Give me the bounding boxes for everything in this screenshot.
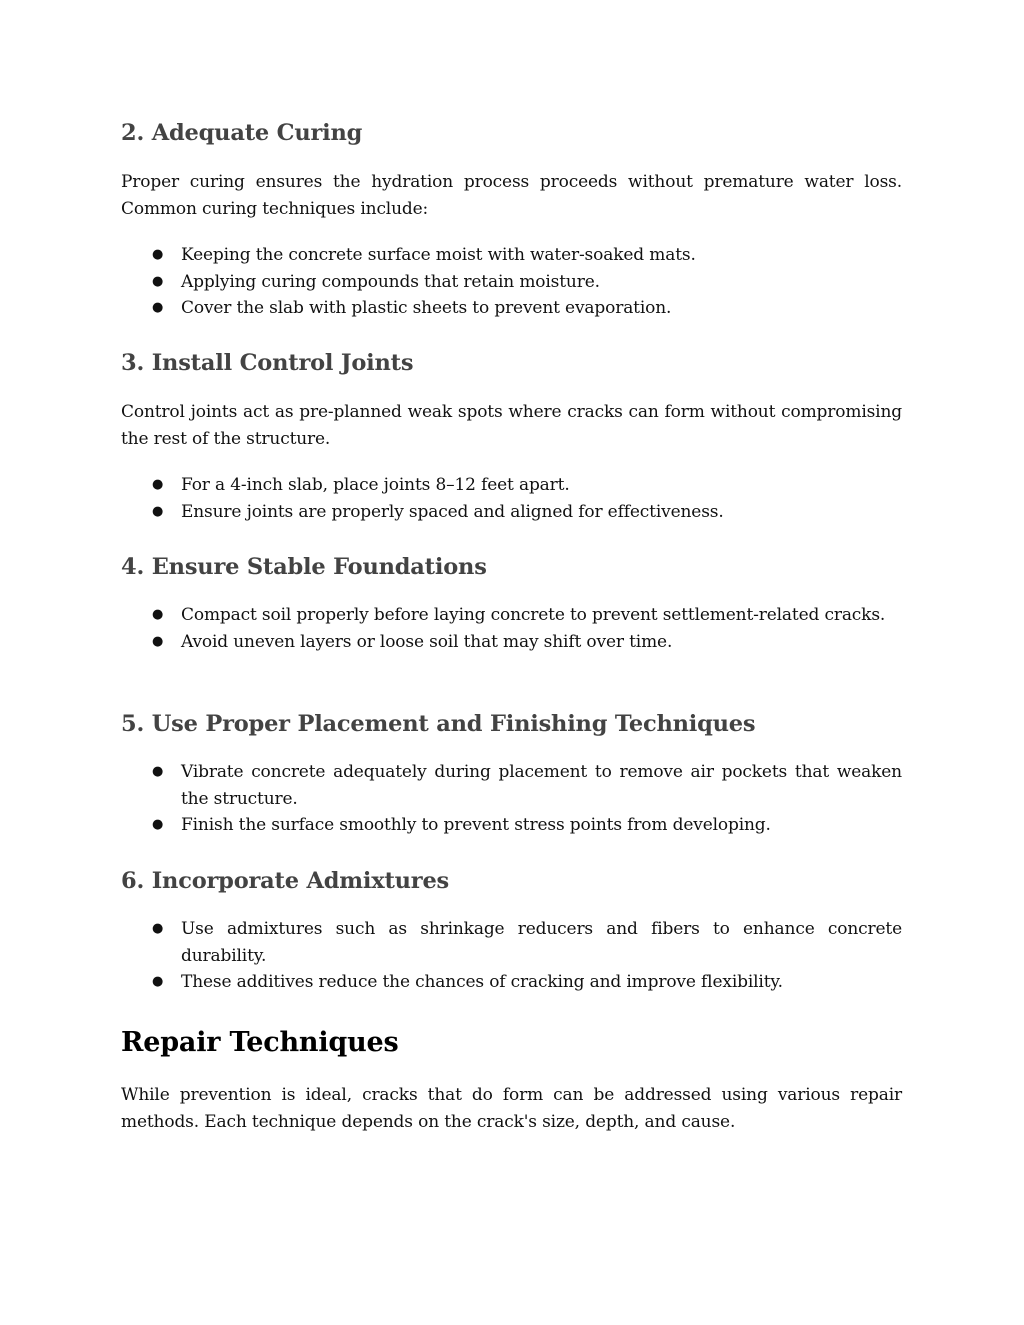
bullet-list <box>121 472 902 525</box>
bullet-icon: ● <box>152 477 164 492</box>
bullet-icon: ● <box>152 817 164 832</box>
list-item: ● For a 4-inch slab, place joints 8–12 feet apart. <box>121 472 902 499</box>
list-item: ● Keeping the concrete surface moist with water-soaked mats. <box>121 242 902 269</box>
bullet-icon: ● <box>152 247 164 262</box>
section-paragraph: While prevention is ideal, cracks that do form can be addressed using various repair methods. Each technique depends on the crack's size, depth, and cause. <box>121 1085 902 1132</box>
section-control-joints <box>121 348 902 525</box>
list-item: ● Finish the surface smoothly to prevent stress points from developing. <box>121 812 902 839</box>
section-stable-foundations <box>121 552 902 655</box>
bullet-icon: ● <box>152 764 164 779</box>
bullet-icon: ● <box>152 273 164 289</box>
page-heading: Repair Techniques <box>121 1027 399 1058</box>
list-item: ● Compact soil properly before laying concrete to prevent settlement-related cracks. <box>121 602 902 629</box>
bullet-icon: ● <box>152 607 164 622</box>
section-adequate-curing <box>121 118 902 322</box>
section-admixtures <box>121 866 902 996</box>
list-item: ● Applying curing compounds that retain moisture. <box>121 269 902 296</box>
section-paragraph: Control joints act as pre-planned weak spots where cracks can form without compromising the rest of the structure. <box>121 402 902 449</box>
section-heading: 5. Use Proper Placement and Finishing Techniques <box>121 711 756 737</box>
section-heading: 2. Adequate Curing <box>121 120 363 146</box>
list-item: ● Avoid uneven layers or loose soil that may shift over time. <box>121 629 902 656</box>
section-placement-finishing <box>121 709 902 839</box>
bullet-list <box>121 916 902 996</box>
bullet-icon: ● <box>152 300 164 315</box>
list-item: ● Use admixtures such as shrinkage reducers and fibers to enhance concrete durability. <box>121 916 902 969</box>
section-repair-techniques <box>121 1026 902 1135</box>
bullet-list <box>121 759 902 839</box>
section-heading: 4. Ensure Stable Foundations <box>121 554 487 580</box>
bullet-list <box>121 242 902 322</box>
list-item: ● Vibrate concrete adequately during placement to remove air pockets that weaken the structure. <box>121 759 902 812</box>
bullet-icon: ● <box>152 633 164 649</box>
list-item: ● Cover the slab with plastic sheets to prevent evaporation. <box>121 295 902 322</box>
section-paragraph: Proper curing ensures the hydration process proceeds without premature water loss. Common curing techniques include: <box>121 172 902 219</box>
list-item: ● These additives reduce the chances of cracking and improve flexibility. <box>121 969 902 996</box>
bullet-icon: ● <box>152 974 164 989</box>
section-heading: 3. Install Control Joints <box>121 350 414 376</box>
section-heading: 6. Incorporate Admixtures <box>121 868 450 894</box>
list-item: ● Ensure joints are properly spaced and aligned for effectiveness. <box>121 499 902 526</box>
bullet-list <box>121 602 902 655</box>
bullet-icon: ● <box>152 921 164 936</box>
bullet-icon: ● <box>152 503 164 519</box>
